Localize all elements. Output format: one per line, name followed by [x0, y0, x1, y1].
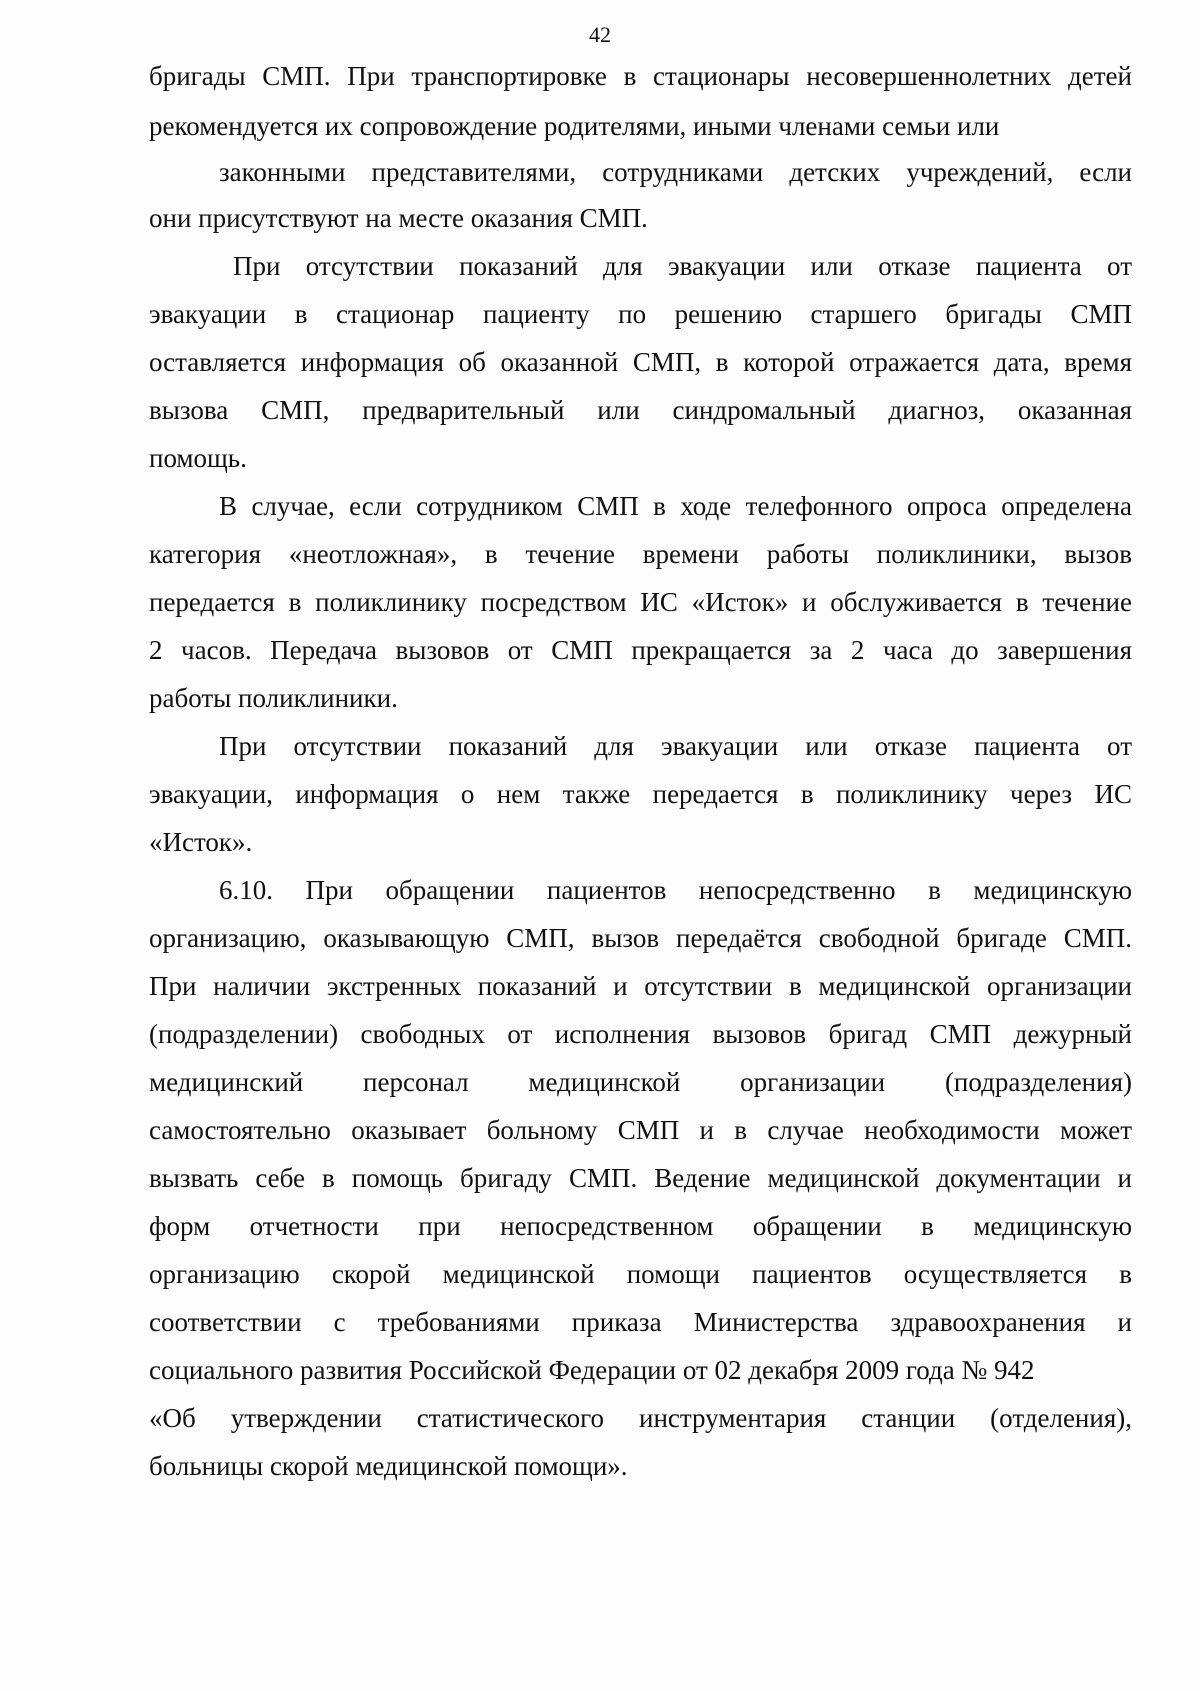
text-line: помощь. — [149, 443, 247, 473]
text-line: социального развития Российской Федерации от 02 декабря 2009 года № 942 — [149, 1355, 1035, 1385]
text-line: При отсутствии показаний для эвакуации или отказе пациента от — [219, 731, 1132, 761]
text-line: В случае, если сотрудником СМП в ходе телефонного опроса определена — [219, 491, 1132, 521]
text-line: При отсутствии показаний для эвакуации или отказе пациента от — [233, 251, 1132, 281]
text-line: медицинский персонал медицинской организации (подразделения) — [149, 1067, 1132, 1097]
text-line: организацию, оказывающую СМП, вызов передаётся свободной бригаде СМП. — [149, 923, 1132, 953]
text-line: категория «неотложная», в течение времени работы поликлиники, вызов — [149, 539, 1132, 569]
text-line: соответствии с требованиями приказа Министерства здравоохранения и — [149, 1307, 1132, 1337]
text-line: больницы скорой медицинской помощи». — [149, 1451, 628, 1481]
text-line: «Исток». — [149, 827, 253, 857]
text-line: оставляется информация об оказанной СМП, в которой отражается дата, время — [149, 347, 1132, 377]
text-line: 2 часов. Передача вызовов от СМП прекращается за 2 часа до завершения — [149, 635, 1132, 665]
text-line: При наличии экстренных показаний и отсутствии в медицинской организации — [149, 971, 1132, 1001]
text-line: форм отчетности при непосредственном обращении в медицинскую — [149, 1211, 1132, 1241]
text-line: работы поликлиники. — [149, 683, 398, 713]
text-line: бригады СМП. При транспортировке в стационары несовершеннолетних детей — [149, 61, 1132, 91]
text-line: (подразделении) свободных от исполнения вызовов бригад СМП дежурный — [149, 1019, 1132, 1049]
text-line: вызова СМП, предварительный или синдромальный диагноз, оказанная — [149, 395, 1132, 425]
text-line: 6.10. При обращении пациентов непосредственно в медицинскую — [219, 875, 1132, 905]
text-line: «Об утверждении статистического инструментария станции (отделения), — [149, 1403, 1132, 1433]
page-number: 42 — [589, 22, 611, 47]
text-line: вызвать себе в помощь бригаду СМП. Ведение медицинской документации и — [149, 1163, 1132, 1193]
text-line: рекомендуется их сопровождение родителями, иными членами семьи или — [149, 111, 1000, 141]
text-line: организацию скорой медицинской помощи пациентов осуществляется в — [149, 1259, 1132, 1289]
text-line: передается в поликлинику посредством ИС «Исток» и обслуживается в течение — [149, 587, 1132, 617]
text-line: законными представителями, сотрудниками детских учреждений, если — [219, 157, 1132, 187]
text-line: они присутствуют на месте оказания СМП. — [149, 203, 648, 233]
text-line: эвакуации, информация о нем также передается в поликлинику через ИС — [149, 779, 1132, 809]
text-line: эвакуации в стационар пациенту по решению старшего бригады СМП — [149, 299, 1132, 329]
text-line: самостоятельно оказывает больному СМП и в случае необходимости может — [149, 1115, 1132, 1145]
